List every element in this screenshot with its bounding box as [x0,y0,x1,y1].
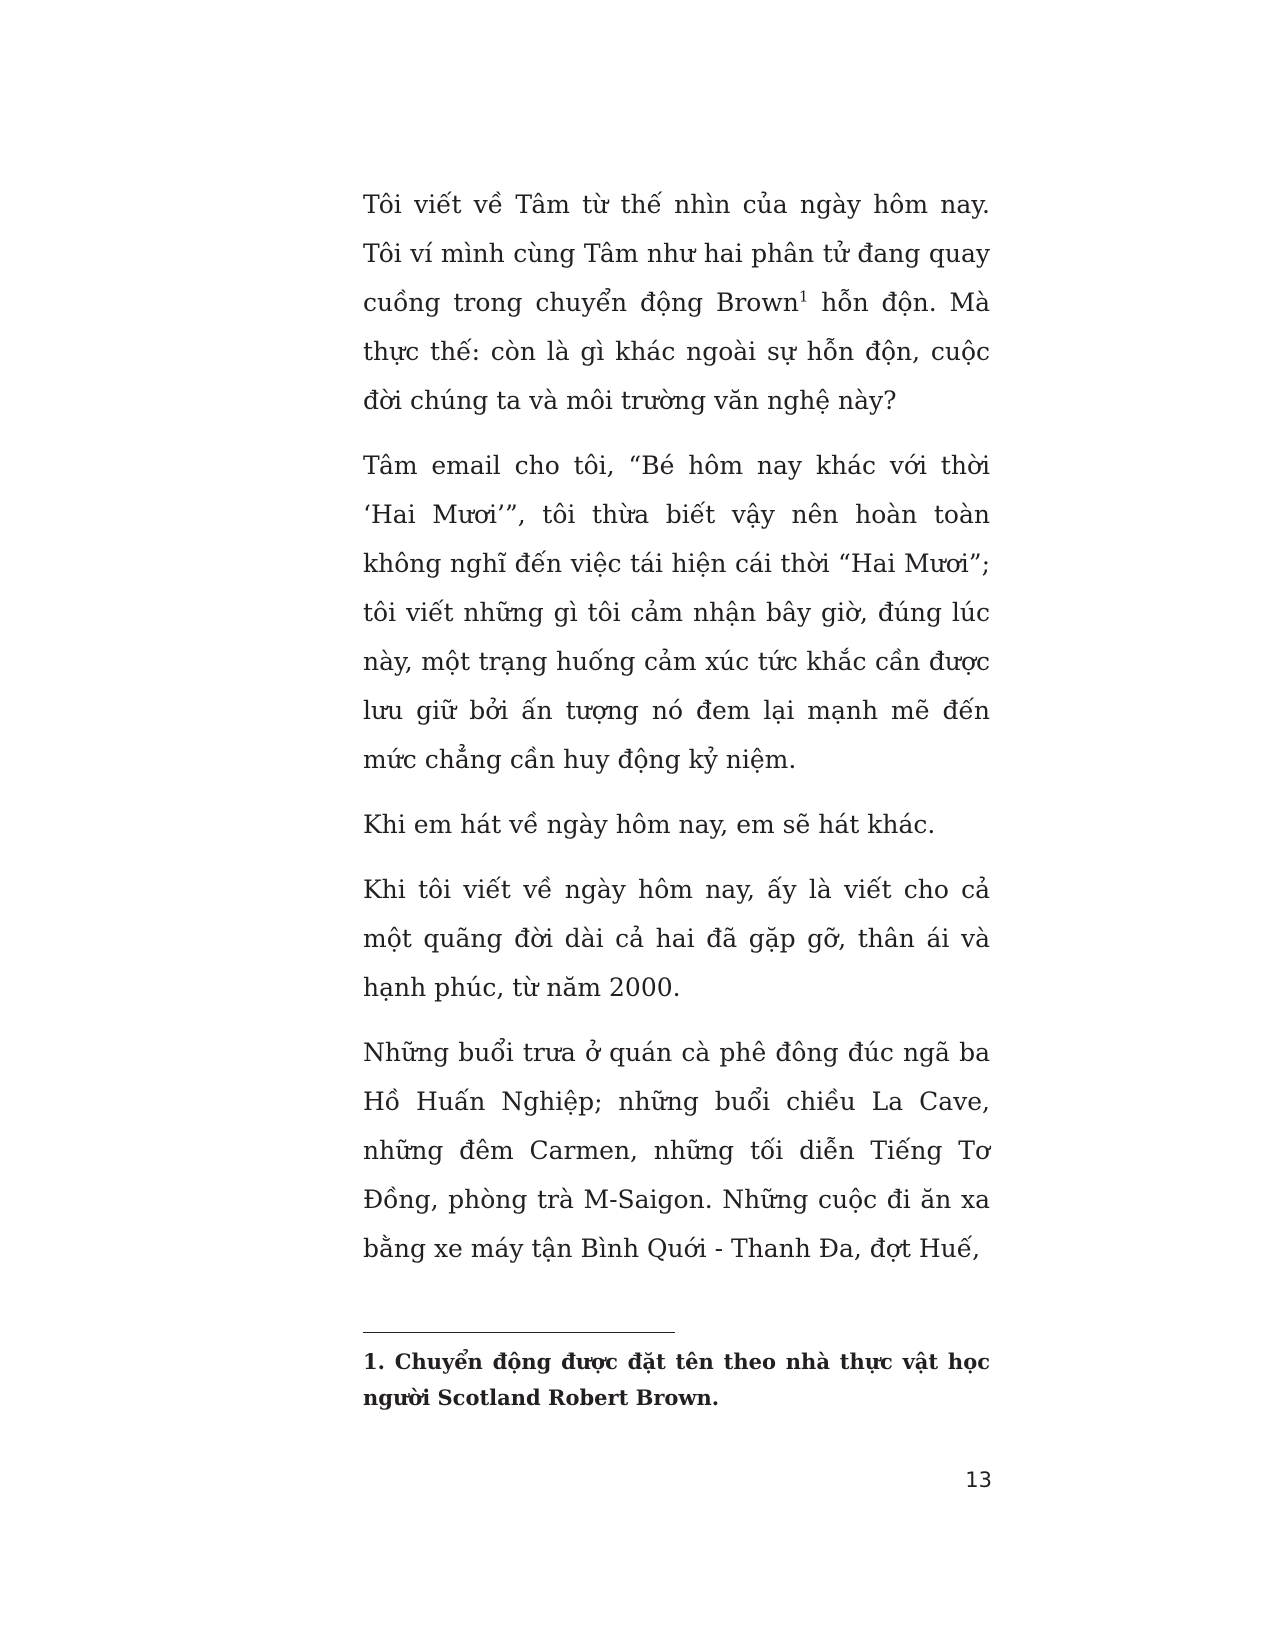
footnote-1: 1. Chuyển động được đặt tên theo nhà thực vật học người Scotland Robert Brown. [363,1349,990,1410]
page-number: 13 [965,1468,992,1492]
paragraph-3: Khi em hát về ngày hôm nay, em sẽ hát khác. [363,810,936,839]
paragraph-2: Tâm email cho tôi, “Bé hôm nay khác với thời ‘Hai Mươi’”, tôi thừa biết vậy nên hoàn toàn không nghĩ đến việc tái hiện cái thời “Hai Mươi”; tôi viết những gì tôi cảm nhận bây giờ, đúng lúc này, một trạng huống cảm xúc tức khắc cần được lưu giữ bởi ấn tượng nó đem lại mạnh mẽ đến mức chẳng cần huy động kỷ niệm. [363,451,990,774]
footnote-reference-1: 1 [798,287,809,306]
paragraph-1-text-start: Tôi viết về Tâm từ thế nhìn của ngày hôm nay. Tôi ví mình cùng Tâm như hai phân tử đang quay cuồng trong chuyển động Brown [363,190,990,317]
footnote-separator [363,1332,675,1333]
paragraph-5: Những buổi trưa ở quán cà phê đông đúc ngã ba Hồ Huấn Nghiệp; những buổi chiều La Cave, những đêm Carmen, những tối diễn Tiếng Tơ Đồng, phòng trà M-Saigon. Những cuộc đi ăn xa bằng xe máy tận Bình Quới - Thanh Đa, đợt Huế, [363,1038,990,1263]
paragraph-1-text-end: hỗn độn. Mà thực thế: còn là gì khác ngoài sự hỗn độn, cuộc đời chúng ta và môi trường văn nghệ này? [363,288,990,415]
paragraph-1 [363,180,990,425]
paragraph-4: Khi tôi viết về ngày hôm nay, ấy là viết cho cả một quãng đời dài cả hai đã gặp gỡ, thân ái và hạnh phúc, từ năm 2000. [363,875,990,1002]
body-text [363,180,990,1289]
